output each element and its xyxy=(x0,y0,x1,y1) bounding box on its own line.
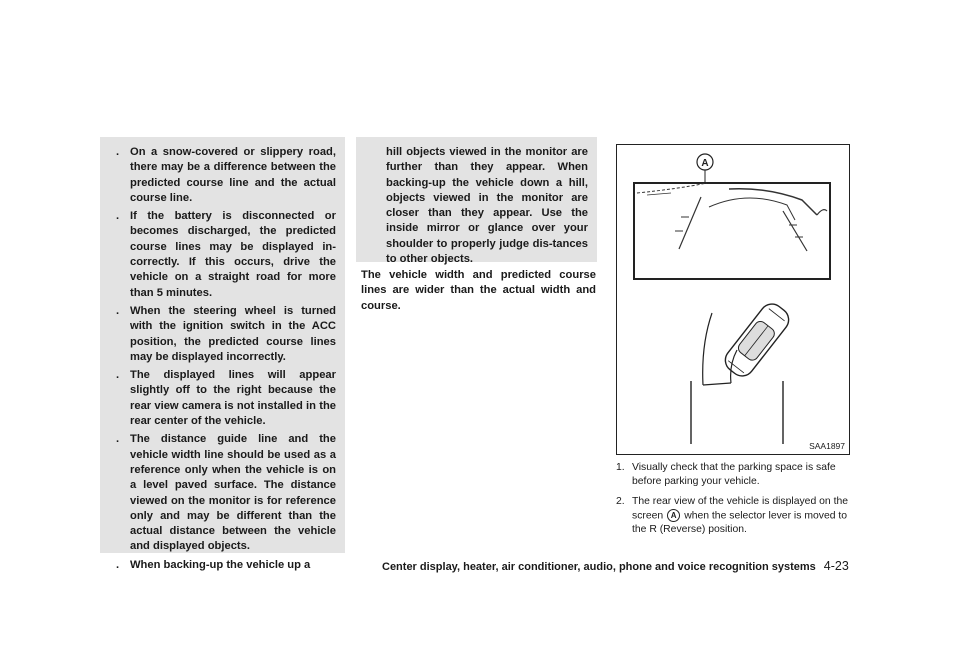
page-footer xyxy=(382,559,862,573)
figure-callout: A xyxy=(701,158,709,169)
rear-view-figure xyxy=(616,144,850,455)
body-paragraph: The vehicle width and predicted course lines are wider than the actual width and course. xyxy=(361,269,596,312)
rear-view-illustration xyxy=(617,145,849,454)
caution-bullet-list xyxy=(112,145,336,576)
list-item: . When backing-up the vehicle up a xyxy=(116,558,311,571)
list-item: . If the battery is disconnected or becomes discharged, the predicted course lines may be displayed in-correctly. If this occurs, drive the vehicle on a straight road for more than 5 minutes. xyxy=(116,210,336,299)
page-number: 4-23 xyxy=(823,559,849,573)
list-item: . When the steering wheel is turned with the ignition switch in the ACC position, the predicted course lines may be displayed incorrectly. xyxy=(116,304,336,363)
section-title: Center display, heater, air conditioner, audio, phone and voice recognition systems xyxy=(382,561,816,573)
list-item: . The distance guide line and the vehicle width line should be used as a reference only when the vehicle is on a level paved surface. The distance viewed on the monitor is for reference only and may be different than the actual distance between the vehicle and displayed objects. xyxy=(116,433,336,553)
list-item: 2. The rear view of the vehicle is displayed on the screen A when the selector lever is moved to the R (Reverse) position. xyxy=(616,496,849,535)
list-item: . The displayed lines will appear slightly off to the right because the rear view camera is not installed in the rear center of the vehicle. xyxy=(116,369,336,428)
callout-a-icon: A xyxy=(667,509,680,522)
figure-code: SAA1897 xyxy=(809,441,845,451)
list-item: 1. Visually check that the parking space is safe before parking your vehicle. xyxy=(616,462,836,487)
procedure-steps xyxy=(616,461,854,543)
caution-continuation: hill objects viewed in the monitor are further than they appear. When backing-up the vehicle down a hill, objects viewed in the monitor are closer than they appear. Use the inside mirror or glance over your shoulder to properly judge dis-tances to other objects. xyxy=(386,146,588,266)
list-item: . On a snow-covered or slippery road, there may be a difference between the predicted course line and the actual course line. xyxy=(116,146,336,204)
